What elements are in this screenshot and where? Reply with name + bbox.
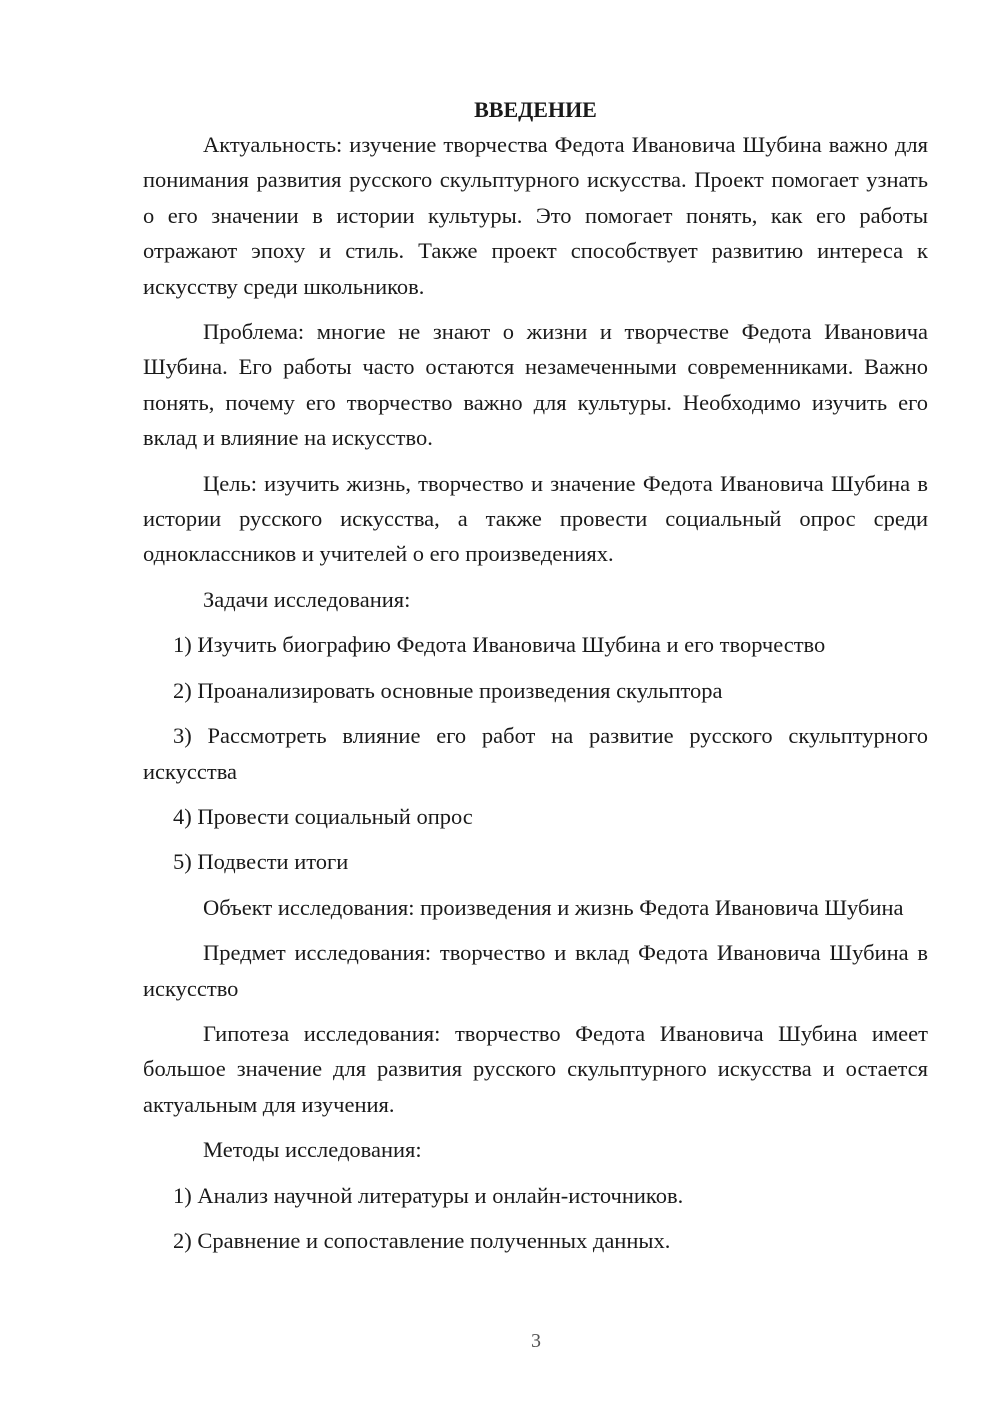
document-page — [143, 92, 928, 1258]
section-title: ВВЕДЕНИЕ — [474, 97, 597, 122]
task-item: 3) Рассмотреть влияние его работ на развитие русского скульптурного искусства — [143, 723, 928, 784]
methods-heading: Методы исследования: — [203, 1137, 422, 1163]
tasks-heading: Задачи исследования: — [203, 586, 411, 612]
page-number: 3 — [531, 1330, 541, 1352]
subject-paragraph: Предмет исследования: творчество и вклад Федота Ивановича Шубина в искусство — [143, 940, 928, 1001]
problem-paragraph: Проблема: многие не знают о жизни и творчестве Федота Ивановича Шубина. Его работы часто остаются незамеченными современниками. Важно понять, почему его творчество важно для культуры. Необходимо изучить его вклад и влияние на искусство. — [143, 319, 928, 451]
task-item: 2) Проанализировать основные произведения скульптора — [173, 677, 723, 703]
method-item: 1) Анализ научной литературы и онлайн-источников. — [173, 1182, 684, 1208]
method-item: 2) Сравнение и сопоставление полученных данных. — [173, 1227, 671, 1253]
hypothesis-paragraph: Гипотеза исследования: творчество Федота Ивановича Шубина имеет большое значение для развития русского скульптурного искусства и остается актуальным для изучения. — [143, 1020, 928, 1117]
task-item: 5) Подвести итоги — [173, 849, 349, 875]
object-paragraph: Объект исследования: произведения и жизнь Федота Ивановича Шубина — [203, 894, 904, 920]
task-item: 1) Изучить биографию Федота Ивановича Шубина и его творчество — [173, 632, 826, 658]
relevance-paragraph: Актуальность: изучение творчества Федота Ивановича Шубина важно для понимания развития русского скульптурного искусства. Проект помогает узнать о его значении в истории культуры. Это помогает понять, как его работы отражают эпоху и стиль. Также проект способствует развитию интереса к искусству среди школьников. — [143, 132, 928, 299]
task-item: 4) Провести социальный опрос — [173, 803, 473, 829]
goal-paragraph: Цель: изучить жизнь, творчество и значение Федота Ивановича Шубина в истории русского искусства, а также провести социальный опрос среди одноклассников и учителей о его произведениях. — [143, 470, 928, 567]
